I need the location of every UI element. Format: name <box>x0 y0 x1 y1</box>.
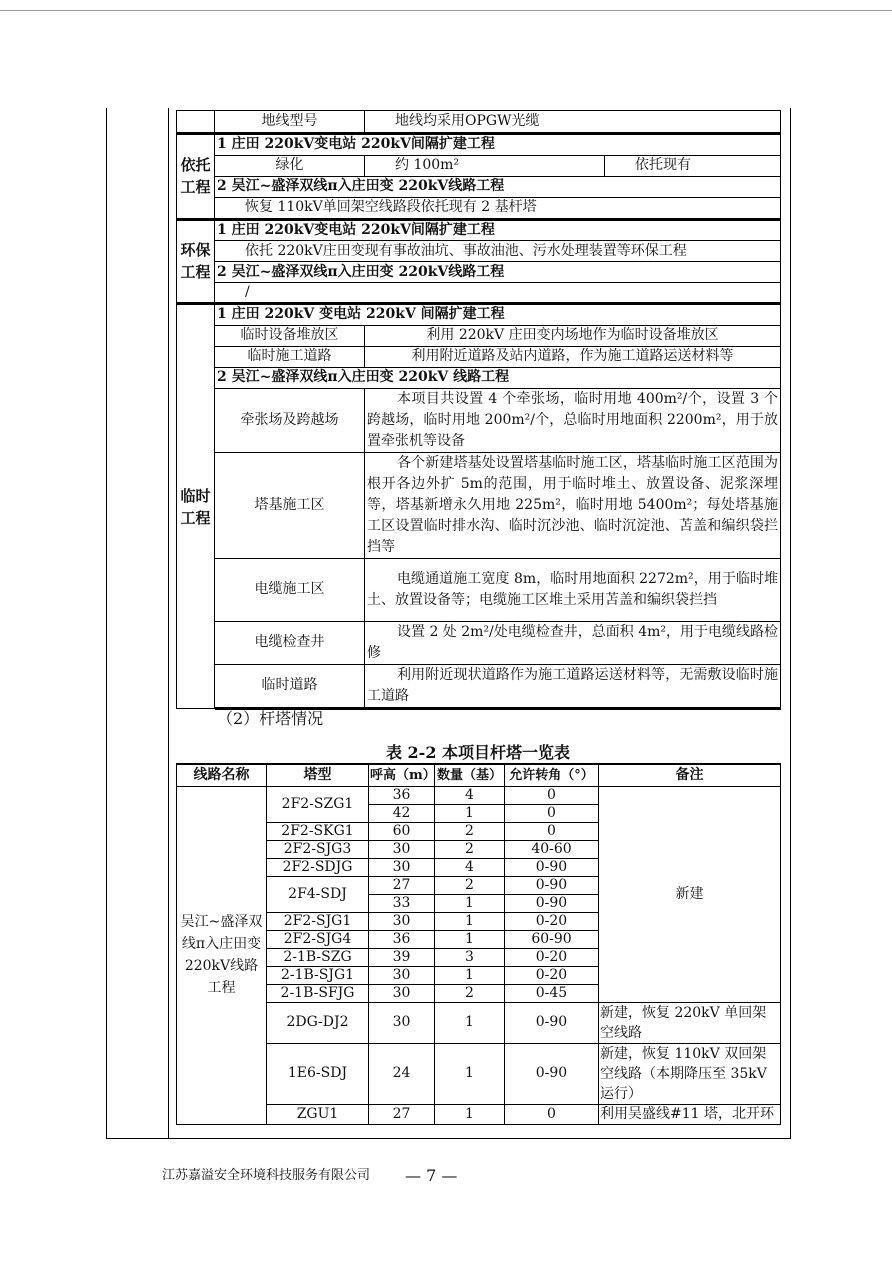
temp-row-label: 电缆施工区 <box>215 558 365 621</box>
greening-label: 绿化 <box>215 155 365 176</box>
tower-angle: 0-90 <box>505 894 599 912</box>
temp-row-value: 电缆通道施工宽度 8m，临时用地面积 2272m²，用于临时堆土、放置设备等；电缆施工区堆土采用苫盖和编织袋拦挡 <box>365 558 781 621</box>
tower-type: 1E6-SDJ <box>267 1043 369 1104</box>
tower-height: 27 <box>369 1104 435 1124</box>
tower-angle: 0 <box>505 804 599 822</box>
note-new: 新建 <box>599 786 781 1002</box>
tower-height: 33 <box>369 894 435 912</box>
tower-count: 3 <box>435 948 505 966</box>
tower-height: 30 <box>369 984 435 1002</box>
temp-row-label: 电缆检查井 <box>215 621 365 664</box>
col-header: 线路名称 <box>177 764 267 786</box>
category-temp: 临时工程 <box>177 304 215 709</box>
tower-angle: 40-60 <box>505 840 599 858</box>
col-header: 允许转角（°） <box>505 764 599 786</box>
support-restore-text: 恢复 110kV单回架空线路段依托现有 2 基杆塔 <box>215 197 781 218</box>
tower-height: 36 <box>369 930 435 948</box>
tower-type: 2F2-SJG3 <box>267 840 369 858</box>
tower-count: 1 <box>435 930 505 948</box>
temp-row-value: 各个新建塔基处设置塔基临时施工区，塔基临时施工区范围为根开各边外扩 5m的范围，用于临时堆土、放置设备、泥浆深埋等，塔基新增永久用地 225m²，临时用地 5400m²；每处塔基施工区设置临时排水沟、临时沉沙池、临时沉淀池、苫盖和编织袋拦挡等 <box>365 452 781 558</box>
tower-angle: 0-90 <box>505 1043 599 1104</box>
note-reuse-tower: 利用吴盛线#11 塔，北开环 <box>599 1104 781 1124</box>
temp-row-value: 设置 2 处 2m²/处电缆检查井，总面积 4m²，用于电缆线路检修 <box>365 621 781 664</box>
tower-type: 2F4-SDJ <box>267 876 369 912</box>
temp-row-value: 利用附近现状道路作为施工道路运送材料等，无需敷设临时施工道路 <box>365 664 781 707</box>
tower-angle: 0-90 <box>505 1002 599 1043</box>
tower-height: 30 <box>369 1002 435 1043</box>
tower-type: 2F2-SZG1 <box>267 786 369 822</box>
tower-height: 24 <box>369 1043 435 1104</box>
tower-angle: 0-20 <box>505 912 599 930</box>
tower-angle: 0-45 <box>505 984 599 1002</box>
tower-count: 1 <box>435 966 505 984</box>
col-header: 呼高（m） <box>369 764 435 786</box>
tower-angle: 0-90 <box>505 858 599 876</box>
tower-table <box>176 763 781 1125</box>
greening-value: 约 100m² <box>365 155 605 176</box>
tower-type: ZGU1 <box>267 1104 369 1124</box>
tower-height: 30 <box>369 840 435 858</box>
temp-section-2: 2 吴江~盛泽双线π入庄田变 220kV 线路工程 <box>215 367 781 388</box>
tower-type: 2DG-DJ2 <box>267 1002 369 1043</box>
tower-count: 1 <box>435 1043 505 1104</box>
tower-height: 39 <box>369 948 435 966</box>
tower-type: 2F2-SJG4 <box>267 930 369 948</box>
env-text-1: 依托 220kV庄田变现有事故油坑、事故油池、污水处理装置等环保工程 <box>215 241 781 262</box>
support-section-1: 1 庄田 220kV变电站 220kV间隔扩建工程 <box>215 134 781 155</box>
footer-company: 江苏嘉溢安全环境科技服务有限公司 <box>162 1168 371 1183</box>
temp-row-label: 牵张场及跨越场 <box>215 388 365 452</box>
tower-count: 1 <box>435 894 505 912</box>
tower-height: 60 <box>369 822 435 840</box>
note-restore-110kv: 新建，恢复 110kV 双回架空线路（本期降压至 35kV 运行） <box>599 1043 781 1104</box>
tower-count: 1 <box>435 912 505 930</box>
col-header: 数量（基） <box>435 764 505 786</box>
temp-row-label: 临时施工道路 <box>215 346 365 367</box>
project-composition-table <box>176 110 781 710</box>
tower-type: 2-1B-SJG1 <box>267 966 369 984</box>
tower-count: 4 <box>435 786 505 804</box>
tower-count: 2 <box>435 984 505 1002</box>
ground-wire-label: 地线型号 <box>215 111 365 133</box>
tower-height: 27 <box>369 876 435 894</box>
env-section-1: 1 庄田 220kV变电站 220kV间隔扩建工程 <box>215 220 781 241</box>
subheading-tower: （2）杆塔情况 <box>217 709 324 728</box>
tower-angle: 0 <box>505 786 599 804</box>
tower-count: 2 <box>435 876 505 894</box>
temp-row-value: 利用附近道路及站内道路，作为施工道路运送材料等 <box>365 346 781 367</box>
category-support: 依托工程 <box>177 134 215 218</box>
tower-count: 1 <box>435 1104 505 1124</box>
temp-row-value: 本项目共设置 4 个牵张场，临时用地 400m²/个，设置 3 个跨越场，临时用地 200m²/个，总临时用地面积 2200m²，用于放置牵张机等设备 <box>365 388 781 452</box>
col-header: 塔型 <box>267 764 369 786</box>
col-header: 备注 <box>599 764 781 786</box>
frame-inner-rule <box>168 108 169 1138</box>
tower-height: 30 <box>369 912 435 930</box>
tower-count: 2 <box>435 822 505 840</box>
tower-angle: 0 <box>505 822 599 840</box>
table-caption: 表 2-2 本项目杆塔一览表 <box>385 743 571 762</box>
tower-height: 36 <box>369 786 435 804</box>
temp-row-label: 临时道路 <box>215 664 365 707</box>
tower-count: 1 <box>435 1002 505 1043</box>
support-section-2: 2 吴江~盛泽双线π入庄田变 220kV线路工程 <box>215 176 781 197</box>
tower-count: 4 <box>435 858 505 876</box>
tower-angle: 0-20 <box>505 966 599 984</box>
tower-count: 2 <box>435 840 505 858</box>
page-number: — 7 — <box>405 1166 458 1185</box>
tower-angle: 0-90 <box>505 876 599 894</box>
tower-angle: 0-20 <box>505 948 599 966</box>
temp-row-label: 塔基施工区 <box>215 452 365 558</box>
env-text-2: / <box>215 283 781 303</box>
temp-row-value: 利用 220kV 庄田变内场地作为临时设备堆放区 <box>365 325 781 346</box>
tower-height: 42 <box>369 804 435 822</box>
greening-note: 依托现有 <box>605 155 781 176</box>
tower-height: 30 <box>369 858 435 876</box>
tower-type: 2F2-SKG1 <box>267 822 369 840</box>
temp-row-label: 临时设备堆放区 <box>215 325 365 346</box>
env-section-2: 2 吴江~盛泽双线π入庄田变 220kV线路工程 <box>215 262 781 283</box>
tower-type: 2F2-SJG1 <box>267 912 369 930</box>
tower-type: 2-1B-SFJG <box>267 984 369 1002</box>
tower-angle: 60-90 <box>505 930 599 948</box>
header-rule <box>0 10 892 11</box>
line-name: 吴江~盛泽双线π入庄田变 220kV线路工程 <box>177 786 267 1124</box>
tower-type: 2-1B-SZG <box>267 948 369 966</box>
tower-angle: 0 <box>505 1104 599 1124</box>
temp-section-1: 1 庄田 220kV 变电站 220kV 间隔扩建工程 <box>215 304 781 325</box>
tower-type: 2F2-SDJG <box>267 858 369 876</box>
tower-count: 1 <box>435 804 505 822</box>
ground-wire-value: 地线均采用OPGW光缆 <box>365 111 781 133</box>
category-env: 环保工程 <box>177 220 215 303</box>
note-restore-220kv: 新建，恢复 220kV 单回架空线路 <box>599 1002 781 1043</box>
tower-height: 30 <box>369 966 435 984</box>
